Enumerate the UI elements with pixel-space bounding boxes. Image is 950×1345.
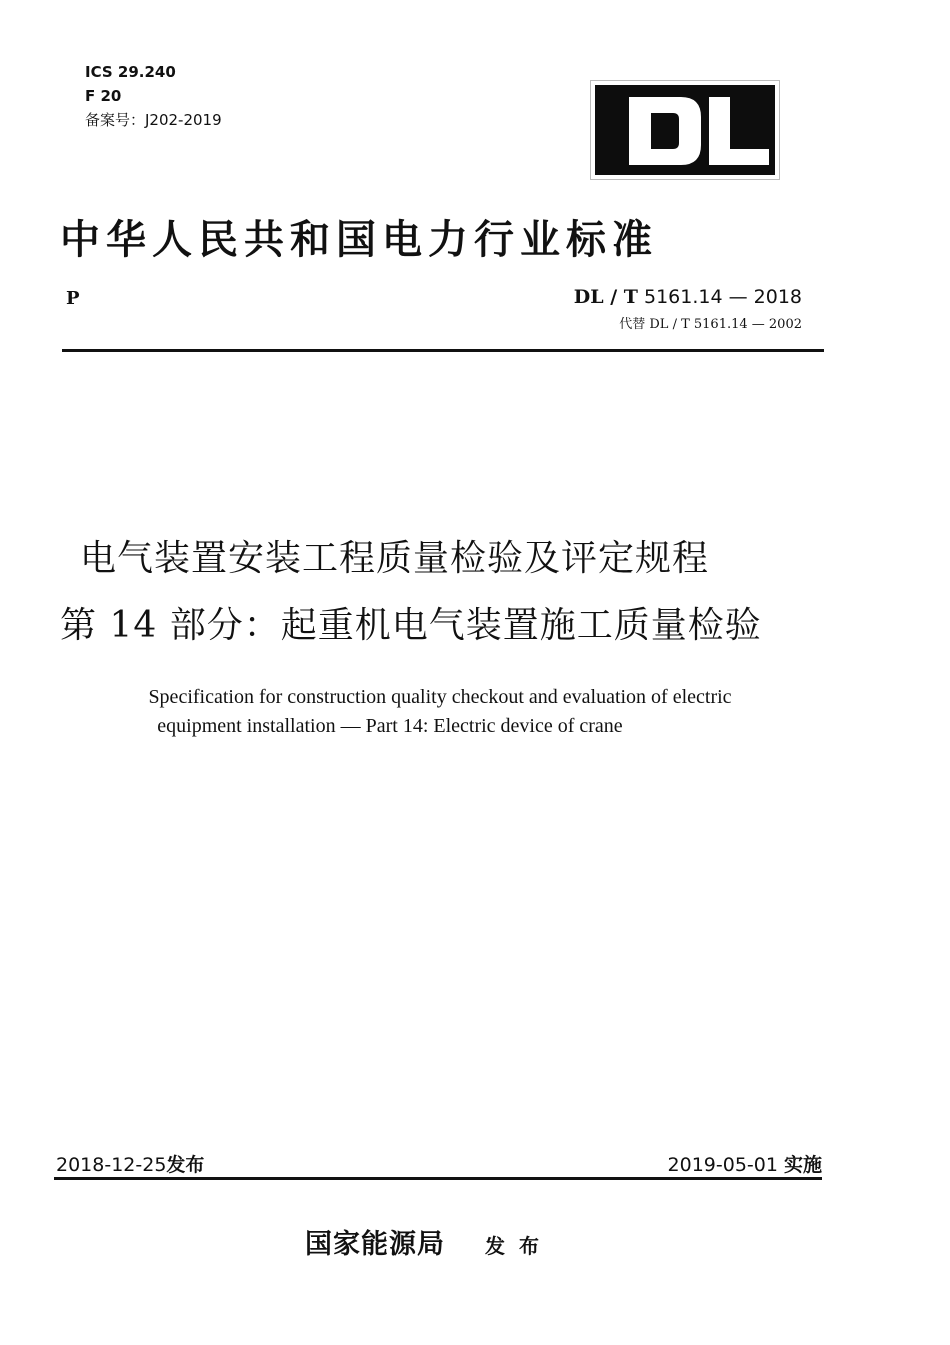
effective-date-value: 2019-05-01 (667, 1154, 778, 1176)
effective-label: 实施 (783, 1154, 822, 1176)
publisher-name: 国家能源局 (305, 1229, 445, 1260)
title-en-line2: equipment installation — Part 14: Electric device of crane (157, 715, 623, 737)
dl-logo-graphic (593, 83, 777, 177)
header-meta (85, 60, 222, 132)
replaces-standard: 代替 DL / T 5161.14 — 2002 (619, 317, 802, 332)
publisher-action: 发布 (485, 1234, 553, 1258)
standard-number (574, 286, 802, 308)
title-zh-line2: 第 14 部分：起重机电气装置施工质量检验 (60, 605, 762, 646)
issue-date-value: 2018-12-25 (56, 1154, 167, 1176)
record-number: 备案号：J202-2019 (85, 111, 222, 129)
dl-logo (590, 80, 780, 180)
category-code: P (66, 288, 80, 309)
effective-date (668, 1150, 822, 1177)
title-en-line1: Specification for construction quality checkout and evaluation of electric (148, 686, 732, 708)
org-title: 中华人民共和国电力行业标准 (60, 217, 658, 263)
bottom-divider (54, 1177, 822, 1180)
standard-code: 5161.14 — 2018 (637, 286, 802, 308)
top-divider (62, 349, 824, 352)
issue-date (56, 1150, 204, 1177)
publisher (305, 1222, 553, 1261)
standard-prefix: DL / T (573, 286, 638, 308)
issue-label: 发布 (166, 1154, 205, 1176)
ics-code: ICS 29.240 (85, 63, 176, 81)
class-code: F 20 (85, 87, 122, 105)
title-zh-line1: 电气装置安装工程质量检验及评定规程 (80, 538, 710, 579)
